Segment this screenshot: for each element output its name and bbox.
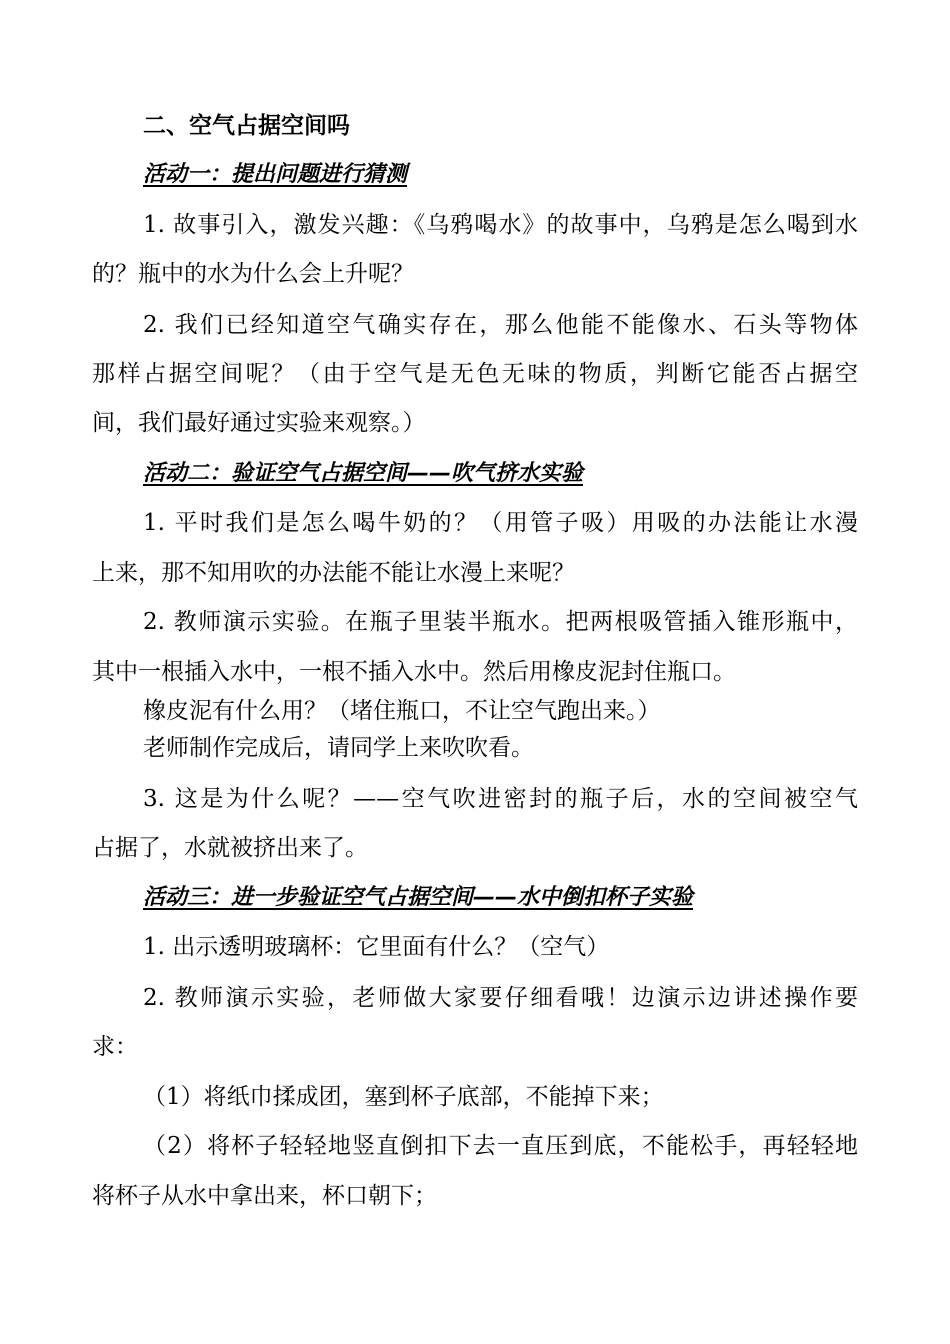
activity-two-line-1: 1. 平时我们是怎么喝牛奶的？（用管子吸）用吸的办法能让水漫	[143, 510, 858, 536]
activity-three-line-6: 将杯子从水中拿出来，杯口朝下；	[92, 1183, 437, 1209]
activity-one-line-3: 2. 我们已经知道空气确实存在，那么他能不能像水、石头等物体	[143, 312, 858, 338]
activity-two-line-7: 3. 这是为什么呢？——空气吹进密封的瓶子后，水的空间被空气	[143, 786, 858, 812]
activity-two-line-6: 老师制作完成后，请同学上来吹吹看。	[143, 735, 534, 761]
section-title: 二、空气占据空间吗	[143, 113, 350, 139]
activity-one-line-2: 的？瓶中的水为什么会上升呢？	[92, 261, 414, 287]
activity-two-line-2: 上来，那不知用吹的办法能不能让水漫上来呢？	[92, 560, 575, 586]
activity-three-line-3: 求：	[92, 1034, 138, 1060]
activity-one-line-5: 间，我们最好通过实验来观察。）	[92, 410, 426, 436]
activity-two-line-4: 其中一根插入水中，一根不插入水中。然后用橡皮泥封住瓶口。	[92, 659, 736, 685]
activity-three-line-2: 2. 教师演示实验，老师做大家要仔细看哦！边演示边讲述操作要	[143, 985, 858, 1011]
activity-one-line-4: 那样占据空间呢？（由于空气是无色无味的物质，判断它能否占据空	[92, 361, 858, 387]
activity-three-line-5: （2）将杯子轻轻地竖直倒扣下去一直压到底，不能松手，再轻轻地	[143, 1133, 858, 1159]
activity-three-title: 活动三：进一步验证空气占据空间——水中倒扣杯子实验	[143, 885, 694, 910]
activity-two-line-3: 2. 教师演示实验。在瓶子里装半瓶水。把两根吸管插入锥形瓶中，	[143, 609, 858, 635]
activity-two-line-5: 橡皮泥有什么用？（堵住瓶口，不让空气跑出来。）	[143, 698, 661, 724]
activity-three-line-1: 1. 出示透明玻璃杯：它里面有什么？（空气）	[143, 934, 610, 960]
activity-three-line-4: （1）将纸巾揉成团，塞到杯子底部，不能掉下来；	[143, 1084, 664, 1110]
activity-one-line-1: 1. 故事引入，激发兴趣：《乌鸦喝水》的故事中，乌鸦是怎么喝到水	[143, 212, 858, 238]
activity-two-line-8: 占据了，水就被挤出来了。	[92, 835, 368, 861]
activity-two-title: 活动二：验证空气占据空间——吹气挤水实验	[143, 461, 584, 486]
activity-one-title: 活动一：提出问题进行猜测	[143, 162, 408, 187]
